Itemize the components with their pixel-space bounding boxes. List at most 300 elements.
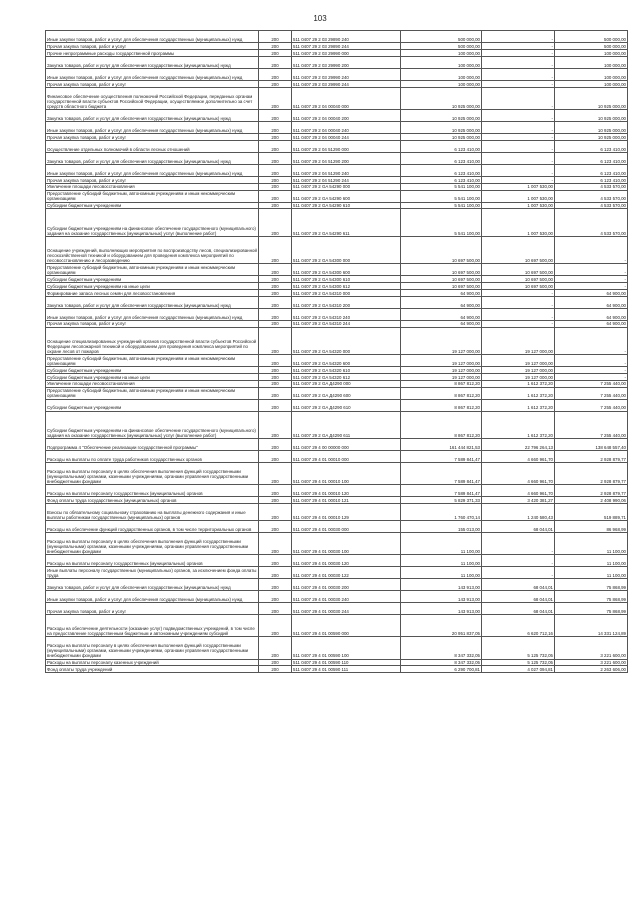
table-row: [46, 320, 628, 327]
row-executed-amount: 68 044,01: [482, 591, 555, 603]
table-row: [46, 31, 628, 43]
table-row: [46, 373, 628, 380]
row-classification-code: 511 0407 29 2 03 29990 000: [292, 49, 401, 56]
row-executed-amount: 19 127 000,00: [482, 366, 555, 373]
row-approved-amount: 19 127 000,00: [401, 354, 482, 366]
row-executed-amount: -: [482, 296, 555, 308]
row-approved-amount: 5 541 100,00: [401, 190, 482, 202]
row-executed-amount: -: [482, 68, 555, 80]
row-name: Иные закупки товаров, работ и услуг для обеспечения государственных (муниципальных) нужд: [46, 164, 259, 176]
row-approved-amount: 143 913,00: [401, 579, 482, 591]
table-row: [46, 521, 628, 533]
table-row: [46, 567, 628, 579]
row-classification-code: 511 0407 29 2 GA 54300 600: [292, 264, 401, 276]
row-executed-amount: -: [482, 533, 555, 555]
row-name: Закупка товаров, работ и услуг для обеспечения государственных (муниципальных) нужд: [46, 579, 259, 591]
table-row: [46, 140, 628, 152]
row-approved-amount: 5 541 100,00: [401, 209, 482, 236]
row-name: Взносы по обязательному социальному страхованию на выплаты денежного содержания и иные выплаты работникам государственных (муниципальных) органов: [46, 503, 259, 520]
row-admin-code: 200: [259, 236, 292, 263]
row-classification-code: 511 0407 29 2 GA 54310 200: [292, 296, 401, 308]
row-admin-code: 200: [259, 43, 292, 50]
row-name: Расходы на выплаты персоналу казенных учреждений: [46, 659, 259, 666]
row-classification-code: 511 0407 29 2 GA Д4290 611: [292, 411, 401, 438]
table-row: [46, 202, 628, 209]
table-row: [46, 591, 628, 603]
row-executed-amount: -: [482, 176, 555, 183]
row-classification-code: 511 0407 29 2 GA 54310 000: [292, 289, 401, 296]
row-classification-code: 511 0407 29 4 01 00030 100: [292, 533, 401, 555]
row-name: Прочая закупка товаров, работ и услуг: [46, 603, 259, 615]
row-executed-amount: -: [482, 152, 555, 164]
row-executed-amount: -: [482, 109, 555, 121]
row-approved-amount: 143 913,00: [401, 591, 482, 603]
table-row: [46, 190, 628, 202]
row-classification-code: 511 0407 29 2 GA 54290 000: [292, 183, 401, 190]
row-classification-code: 511 0407 29 2 04 51290 240: [292, 164, 401, 176]
row-name: Иные выплаты персоналу государственных (муниципальных) органов, за исключением фонда оплаты труда: [46, 567, 259, 579]
row-approved-amount: 64 900,00: [401, 296, 482, 308]
table-row: [46, 121, 628, 133]
table-row: [46, 164, 628, 176]
row-admin-code: 200: [259, 399, 292, 411]
row-admin-code: 200: [259, 49, 292, 56]
row-remaining-amount: 75 868,99: [555, 591, 628, 603]
row-approved-amount: 6 123 410,00: [401, 176, 482, 183]
row-remaining-amount: 7 255 440,00: [555, 411, 628, 438]
row-executed-amount: -: [482, 87, 555, 109]
row-classification-code: 511 0407 29 4 00 00000 000: [292, 438, 401, 450]
row-classification-code: 511 0407 29 4 01 00590 000: [292, 615, 401, 637]
row-name: Предоставление субсидий бюджетным, автономным учреждениям и иным некоммерческим организациям: [46, 190, 259, 202]
row-approved-amount: 10 697 500,00: [401, 282, 482, 289]
row-executed-amount: -: [482, 555, 555, 567]
row-remaining-amount: 64 900,00: [555, 296, 628, 308]
row-classification-code: 511 0407 29 2 04 51290 244: [292, 176, 401, 183]
row-admin-code: 200: [259, 485, 292, 497]
table-row: [46, 497, 628, 504]
row-approved-amount: 10 925 000,00: [401, 121, 482, 133]
row-classification-code: 511 0407 29 2 GA 54300 610: [292, 276, 401, 283]
table-row: [46, 43, 628, 50]
table-row: [46, 503, 628, 520]
row-admin-code: 200: [259, 354, 292, 366]
row-classification-code: 511 0407 29 4 01 00010 100: [292, 462, 401, 484]
row-admin-code: 200: [259, 387, 292, 399]
row-classification-code: 511 0407 29 4 01 00010 000: [292, 450, 401, 462]
row-approved-amount: 500 000,00: [401, 43, 482, 50]
row-classification-code: 511 0407 29 2 GA 54290 611: [292, 209, 401, 236]
row-classification-code: 511 0407 29 2 GA 54300 000: [292, 236, 401, 263]
row-remaining-amount: -: [555, 366, 628, 373]
row-remaining-amount: 2 928 879,77: [555, 485, 628, 497]
table-row: [46, 387, 628, 399]
row-approved-amount: 6 290 700,81: [401, 666, 482, 673]
row-admin-code: 200: [259, 202, 292, 209]
row-remaining-amount: 64 900,00: [555, 289, 628, 296]
row-executed-amount: 1 612 372,20: [482, 411, 555, 438]
row-admin-code: 200: [259, 190, 292, 202]
row-admin-code: 200: [259, 109, 292, 121]
row-classification-code: 511 0407 29 2 GA Д4290 000: [292, 380, 401, 387]
row-executed-amount: 10 697 500,00: [482, 236, 555, 263]
row-admin-code: 200: [259, 380, 292, 387]
row-name: Увеличение площади лесовосстановления: [46, 380, 259, 387]
row-remaining-amount: 138 648 557,40: [555, 438, 628, 450]
row-admin-code: 200: [259, 555, 292, 567]
row-name: Субсидии бюджетным учреждениям: [46, 366, 259, 373]
row-name: Субсидии бюджетным учреждениям: [46, 202, 259, 209]
table-row: [46, 152, 628, 164]
row-admin-code: 200: [259, 164, 292, 176]
row-name: Финансовое обеспечение осуществления полномочий Российской Федерации, переданных органам государственной власти субъектов Российской Федерации, осуществляемое дополнительно за счет средств областного бюджета: [46, 87, 259, 109]
row-admin-code: 200: [259, 567, 292, 579]
row-approved-amount: 8 347 332,05: [401, 659, 482, 666]
row-executed-amount: -: [482, 121, 555, 133]
row-classification-code: 511 0407 29 4 01 00030 122: [292, 567, 401, 579]
row-remaining-amount: 6 123 410,00: [555, 176, 628, 183]
row-admin-code: 200: [259, 327, 292, 354]
row-executed-amount: 4 660 961,70: [482, 450, 555, 462]
table-row: [46, 380, 628, 387]
row-name: Закупка товаров, работ и услуг для обеспечения государственных (муниципальных) нужд: [46, 109, 259, 121]
row-name: Иные закупки товаров, работ и услуг для обеспечения государственных (муниципальных) нужд: [46, 121, 259, 133]
row-admin-code: 200: [259, 366, 292, 373]
row-approved-amount: 19 127 000,00: [401, 327, 482, 354]
row-approved-amount: 64 900,00: [401, 308, 482, 320]
row-executed-amount: 1 240 580,43: [482, 503, 555, 520]
row-name: Расходы на выплаты персоналу государственных (муниципальных) органов: [46, 555, 259, 567]
row-admin-code: 200: [259, 308, 292, 320]
row-name: Предоставление субсидий бюджетным, автономным учреждениям и иным некоммерческим организациям: [46, 264, 259, 276]
table-row: [46, 282, 628, 289]
row-approved-amount: 8 867 812,20: [401, 399, 482, 411]
row-admin-code: 200: [259, 80, 292, 87]
row-executed-amount: 5 125 732,05: [482, 637, 555, 659]
row-admin-code: 200: [259, 133, 292, 140]
row-executed-amount: 10 697 500,00: [482, 282, 555, 289]
row-name: Прочая закупка товаров, работ и услуг: [46, 176, 259, 183]
table-row: [46, 183, 628, 190]
table-body: [46, 31, 628, 673]
table-row: [46, 133, 628, 140]
table-row: [46, 236, 628, 263]
row-remaining-amount: -: [555, 236, 628, 263]
row-remaining-amount: 14 331 124,89: [555, 615, 628, 637]
row-approved-amount: 64 900,00: [401, 320, 482, 327]
row-approved-amount: 100 000,00: [401, 56, 482, 68]
row-name: Субсидии бюджетным учреждениям на иные цели: [46, 373, 259, 380]
row-approved-amount: 8 867 812,20: [401, 380, 482, 387]
table-row: [46, 366, 628, 373]
table-row: [46, 438, 628, 450]
table-row: [46, 399, 628, 411]
row-executed-amount: 19 127 000,00: [482, 327, 555, 354]
row-approved-amount: 11 100,00: [401, 533, 482, 555]
row-classification-code: 511 0407 29 2 03 29990 240: [292, 68, 401, 80]
row-classification-code: 511 0407 29 2 GA 54320 000: [292, 327, 401, 354]
row-remaining-amount: 10 925 000,00: [555, 121, 628, 133]
row-classification-code: 511 0407 29 2 03 29990 244: [292, 80, 401, 87]
row-executed-amount: 68 044,01: [482, 603, 555, 615]
row-name: Прочие непрограммные расходы государственной программы: [46, 49, 259, 56]
row-admin-code: 200: [259, 31, 292, 43]
row-classification-code: 511 0407 29 2 GA 54320 610: [292, 366, 401, 373]
row-executed-amount: 4 660 961,70: [482, 485, 555, 497]
row-remaining-amount: 10 925 000,00: [555, 87, 628, 109]
row-remaining-amount: 100 000,00: [555, 49, 628, 56]
row-executed-amount: -: [482, 80, 555, 87]
row-approved-amount: 161 444 821,53: [401, 438, 482, 450]
row-executed-amount: 10 697 500,00: [482, 264, 555, 276]
row-admin-code: 200: [259, 87, 292, 109]
row-approved-amount: 19 127 000,00: [401, 373, 482, 380]
row-executed-amount: 1 612 372,20: [482, 399, 555, 411]
row-classification-code: 511 0407 29 4 01 00030 244: [292, 603, 401, 615]
row-remaining-amount: 75 868,99: [555, 579, 628, 591]
row-admin-code: 200: [259, 140, 292, 152]
row-admin-code: 200: [259, 282, 292, 289]
row-admin-code: 200: [259, 637, 292, 659]
row-admin-code: 200: [259, 450, 292, 462]
row-remaining-amount: 100 000,00: [555, 68, 628, 80]
row-name: Расходы на обеспечение функций государственных органов, в том числе территориальных органов: [46, 521, 259, 533]
row-admin-code: 200: [259, 176, 292, 183]
row-executed-amount: 1 612 372,20: [482, 387, 555, 399]
row-executed-amount: -: [482, 43, 555, 50]
row-approved-amount: 11 100,00: [401, 567, 482, 579]
row-classification-code: 511 0407 29 2 GA 54320 612: [292, 373, 401, 380]
row-name: Иные закупки товаров, работ и услуг для обеспечения государственных (муниципальных) нужд: [46, 68, 259, 80]
row-approved-amount: 100 000,00: [401, 68, 482, 80]
row-name: Оснащение учреждений, выполняющих мероприятия по воспроизводству лесов, специализированной лесохозяйственной техникой и оборудованием для проведения комплекса мероприятий по лесовосстановлению и лесоразведению: [46, 236, 259, 263]
row-name: Расходы на обеспечение деятельности (оказание услуг) подведомственных учреждений, в том числе на предоставление государственным бюджетным и автономным учреждениям субсидий: [46, 615, 259, 637]
row-remaining-amount: 4 533 570,00: [555, 209, 628, 236]
row-classification-code: 511 0407 29 2 03 29990 200: [292, 56, 401, 68]
table-row: [46, 276, 628, 283]
row-approved-amount: 11 100,00: [401, 555, 482, 567]
row-remaining-amount: 11 100,00: [555, 567, 628, 579]
row-admin-code: 200: [259, 503, 292, 520]
table-row: [46, 209, 628, 236]
row-classification-code: 511 0407 29 4 01 00010 120: [292, 485, 401, 497]
row-approved-amount: 143 913,00: [401, 603, 482, 615]
row-admin-code: 200: [259, 183, 292, 190]
row-remaining-amount: 2 263 606,00: [555, 666, 628, 673]
row-approved-amount: 19 127 000,00: [401, 366, 482, 373]
row-approved-amount: 5 541 100,00: [401, 202, 482, 209]
row-remaining-amount: 6 123 410,00: [555, 140, 628, 152]
row-approved-amount: 10 925 000,00: [401, 87, 482, 109]
row-name: Субсидии бюджетным учреждениям: [46, 399, 259, 411]
row-name: Иные закупки товаров, работ и услуг для обеспечения государственных (муниципальных) нужд: [46, 31, 259, 43]
row-name: Осуществление отдельных полномочий в области лесных отношений: [46, 140, 259, 152]
row-remaining-amount: 4 533 570,00: [555, 183, 628, 190]
row-classification-code: 511 0407 29 2 04 00040 244: [292, 133, 401, 140]
row-executed-amount: -: [482, 308, 555, 320]
row-remaining-amount: 3 221 600,00: [555, 637, 628, 659]
row-classification-code: 511 0407 29 2 GA 54300 612: [292, 282, 401, 289]
row-name: Формирование запаса лесных семян для лесовосстановления: [46, 289, 259, 296]
table-row: [46, 289, 628, 296]
row-remaining-amount: 10 925 000,00: [555, 133, 628, 140]
row-approved-amount: 100 000,00: [401, 80, 482, 87]
table-row: [46, 109, 628, 121]
row-remaining-amount: -: [555, 282, 628, 289]
row-classification-code: 511 0407 29 4 01 00030 120: [292, 555, 401, 567]
table-row: [46, 327, 628, 354]
row-executed-amount: 1 007 530,00: [482, 209, 555, 236]
row-approved-amount: 5 541 100,00: [401, 183, 482, 190]
table-row: [46, 485, 628, 497]
budget-execution-table: [45, 30, 628, 673]
row-classification-code: 511 0407 29 2 03 29890 240: [292, 31, 401, 43]
row-executed-amount: -: [482, 31, 555, 43]
row-name: Прочая закупка товаров, работ и услуг: [46, 133, 259, 140]
row-classification-code: 511 0407 29 2 GA Д4290 600: [292, 387, 401, 399]
row-remaining-amount: -: [555, 276, 628, 283]
row-remaining-amount: 86 968,99: [555, 521, 628, 533]
row-classification-code: 511 0407 29 2 GA 54310 240: [292, 308, 401, 320]
row-admin-code: 200: [259, 296, 292, 308]
table-row: [46, 462, 628, 484]
row-approved-amount: 7 589 841,47: [401, 485, 482, 497]
row-remaining-amount: 6 123 410,00: [555, 164, 628, 176]
table-row: [46, 659, 628, 666]
row-admin-code: 200: [259, 521, 292, 533]
table-row: [46, 637, 628, 659]
row-name: Подпрограмма 4 "Обеспечение реализации государственной программы": [46, 438, 259, 450]
row-admin-code: 200: [259, 68, 292, 80]
row-approved-amount: 155 013,00: [401, 521, 482, 533]
row-executed-amount: 1 007 530,00: [482, 202, 555, 209]
row-admin-code: 200: [259, 438, 292, 450]
row-executed-amount: -: [482, 49, 555, 56]
row-executed-amount: 68 044,01: [482, 579, 555, 591]
row-name: Субсидии бюджетным учреждениям на финансовое обеспечение государственного (муниципального) задания на оказание государственных (муниципальных) услуг (выполнение работ): [46, 209, 259, 236]
row-classification-code: 511 0407 29 4 01 00590 110: [292, 659, 401, 666]
row-admin-code: 200: [259, 659, 292, 666]
row-classification-code: 511 0407 29 2 GA 54290 610: [292, 202, 401, 209]
row-remaining-amount: 3 221 600,00: [555, 659, 628, 666]
row-name: Прочая закупка товаров, работ и услуг: [46, 320, 259, 327]
row-classification-code: 511 0407 29 4 01 00010 129: [292, 503, 401, 520]
row-approved-amount: 8 867 812,20: [401, 387, 482, 399]
row-name: Фонд оплаты труда государственных (муниципальных) органов: [46, 497, 259, 504]
table-row: [46, 666, 628, 673]
row-executed-amount: 1 007 530,00: [482, 190, 555, 202]
row-name: Предоставление субсидий бюджетным, автономным учреждениям и иным некоммерческим организациям: [46, 387, 259, 399]
table-row: [46, 264, 628, 276]
row-name: Расходы на выплаты персоналу в целях обеспечения выполнения функций государственными (муниципальными) органами, казенными учреждениями, органами управления государственными внебюджетными фондами: [46, 533, 259, 555]
row-name: Расходы на выплаты по оплате труда работников государственных органов: [46, 450, 259, 462]
row-executed-amount: 4 027 094,81: [482, 666, 555, 673]
row-remaining-amount: 7 255 440,00: [555, 380, 628, 387]
row-classification-code: 511 0407 29 4 01 00030 200: [292, 579, 401, 591]
row-name: Предоставление субсидий бюджетным, автономным учреждениям и иным некоммерческим организациям: [46, 354, 259, 366]
row-admin-code: 200: [259, 276, 292, 283]
row-executed-amount: 19 127 000,00: [482, 373, 555, 380]
row-approved-amount: 64 900,00: [401, 289, 482, 296]
row-name: Иные закупки товаров, работ и услуг для обеспечения государственных (муниципальных) нужд: [46, 308, 259, 320]
row-executed-amount: -: [482, 164, 555, 176]
row-approved-amount: 5 829 371,33: [401, 497, 482, 504]
row-executed-amount: -: [482, 133, 555, 140]
row-executed-amount: 6 620 712,16: [482, 615, 555, 637]
row-executed-amount: 1 007 530,00: [482, 183, 555, 190]
table-row: [46, 354, 628, 366]
row-admin-code: 200: [259, 666, 292, 673]
row-remaining-amount: 11 100,00: [555, 555, 628, 567]
row-admin-code: 200: [259, 121, 292, 133]
row-approved-amount: 10 697 500,00: [401, 264, 482, 276]
row-name: Иные закупки товаров, работ и услуг для обеспечения государственных (муниципальных) нужд: [46, 591, 259, 603]
row-remaining-amount: -: [555, 327, 628, 354]
row-remaining-amount: 64 900,00: [555, 320, 628, 327]
row-classification-code: 511 0407 29 2 GA 54320 600: [292, 354, 401, 366]
row-name: Субсидии бюджетным учреждениям на финансовое обеспечение государственного (муниципального) задания на оказание государственных (муниципальных) услуг (выполнение работ): [46, 411, 259, 438]
row-executed-amount: 4 660 961,70: [482, 462, 555, 484]
row-admin-code: 200: [259, 591, 292, 603]
row-admin-code: 200: [259, 462, 292, 484]
row-admin-code: 200: [259, 579, 292, 591]
row-name: Расходы на выплаты персоналу государственных (муниципальных) органов: [46, 485, 259, 497]
row-classification-code: 511 0407 29 2 04 00040 200: [292, 109, 401, 121]
row-classification-code: 511 0407 29 2 GA Д4290 610: [292, 399, 401, 411]
table-row: [46, 615, 628, 637]
row-approved-amount: 7 589 841,47: [401, 462, 482, 484]
row-remaining-amount: 10 925 000,00: [555, 109, 628, 121]
row-approved-amount: 100 000,00: [401, 49, 482, 56]
row-executed-amount: -: [482, 56, 555, 68]
row-name: Закупка товаров, работ и услуг для обеспечения государственных (муниципальных) нужд: [46, 296, 259, 308]
table-row: [46, 533, 628, 555]
table-row: [46, 308, 628, 320]
row-executed-amount: 10 697 500,00: [482, 276, 555, 283]
row-classification-code: 511 0407 29 4 01 00010 121: [292, 497, 401, 504]
table-row: [46, 555, 628, 567]
row-admin-code: 200: [259, 615, 292, 637]
row-approved-amount: 6 123 410,00: [401, 164, 482, 176]
row-name: Расходы на выплаты персоналу в целях обеспечения выполнения функций государственными (муниципальными) органами, казенными учреждениями, органами управления государственными внебюджетными фондами: [46, 637, 259, 659]
row-approved-amount: 7 589 841,47: [401, 450, 482, 462]
table-row: [46, 80, 628, 87]
row-executed-amount: -: [482, 140, 555, 152]
row-admin-code: 200: [259, 533, 292, 555]
row-admin-code: 200: [259, 411, 292, 438]
page-number: 103: [313, 14, 327, 23]
row-classification-code: 511 0407 29 2 04 51290 000: [292, 140, 401, 152]
row-remaining-amount: 500 000,00: [555, 31, 628, 43]
table-row: [46, 68, 628, 80]
row-approved-amount: 10 697 500,00: [401, 276, 482, 283]
row-classification-code: 511 0407 29 2 04 00040 000: [292, 87, 401, 109]
table-row: [46, 579, 628, 591]
row-classification-code: 511 0407 29 2 03 29890 244: [292, 43, 401, 50]
row-approved-amount: 1 760 470,14: [401, 503, 482, 520]
row-approved-amount: 6 123 410,00: [401, 140, 482, 152]
row-remaining-amount: 100 000,00: [555, 56, 628, 68]
row-executed-amount: -: [482, 320, 555, 327]
table-row: [46, 450, 628, 462]
row-remaining-amount: -: [555, 354, 628, 366]
row-admin-code: 200: [259, 56, 292, 68]
row-name: Субсидии бюджетным учреждениям: [46, 276, 259, 283]
row-approved-amount: 10 925 000,00: [401, 133, 482, 140]
row-name: Прочая закупка товаров, работ и услуг: [46, 80, 259, 87]
row-admin-code: 200: [259, 320, 292, 327]
row-remaining-amount: 100 000,00: [555, 80, 628, 87]
